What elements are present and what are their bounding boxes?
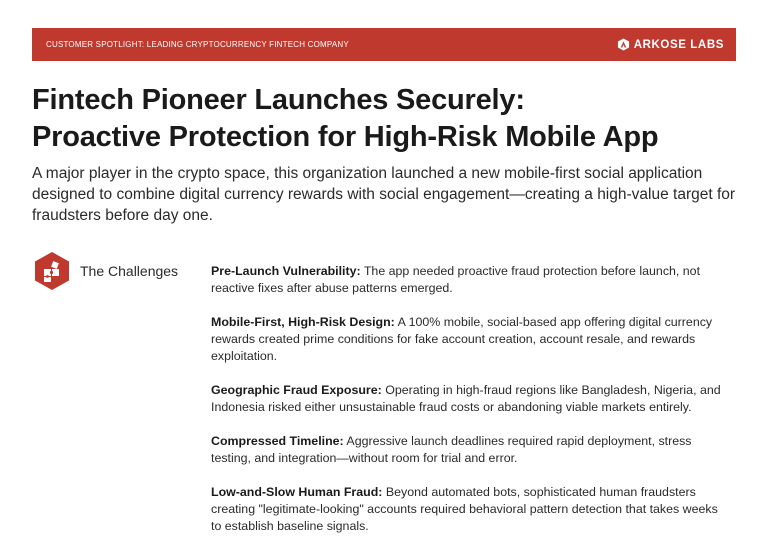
challenge-term: Pre-Launch Vulnerability:	[211, 264, 361, 278]
challenge-term: Mobile-First, High-Risk Design:	[211, 315, 395, 329]
logo-text: ARKOSE LABS	[633, 38, 724, 51]
challenge-item	[211, 263, 731, 297]
arkose-logo-icon	[617, 38, 630, 51]
challenge-item	[211, 382, 731, 416]
challenge-text: Operating in high-fraud regions like Bangladesh, Nigeria, and Indonesia risked either unsustainable fraud costs or abandoning viable markets entirely.	[211, 383, 721, 414]
challenge-text: The app needed proactive fraud protection before launch, not reactive fixes after abuse patterns emerged.	[211, 264, 701, 295]
challenge-item	[211, 484, 731, 535]
arkose-labs-logo	[617, 38, 724, 51]
title-line-2: Proactive Protection for High-Risk Mobile App	[32, 121, 659, 153]
challenge-term: Low-and-Slow Human Fraud:	[211, 485, 383, 499]
challenge-item	[211, 314, 731, 365]
challenge-text: Aggressive launch deadlines required rapid deployment, stress testing, and integration—without room for trial and error.	[211, 434, 692, 465]
banner-label: CUSTOMER SPOTLIGHT: LEADING CRYPTOCURRENCY FINTECH COMPANY	[46, 40, 349, 49]
page-title	[32, 82, 742, 156]
challenges-list	[211, 263, 731, 552]
title-line-1: Fintech Pioneer Launches Securely:	[32, 84, 525, 116]
challenge-term: Geographic Fraud Exposure:	[211, 383, 382, 397]
challenge-text: Beyond automated bots, sophisticated human fraudsters creating "legitimate-looking" accounts required behavioral pattern detection that takes weeks to establish baseline signals.	[211, 485, 718, 533]
challenge-text: A 100% mobile, social-based app offering digital currency rewards created prime conditions for fake account creation, account resale, and rewards exploitation.	[211, 315, 713, 363]
intro-paragraph: A major player in the crypto space, this organization launched a new mobile-first social application designed to combine digital currency rewards with social engagement—creating a high-value target for fraudsters before day one.	[32, 165, 736, 224]
challenges-heading: The Challenges	[80, 263, 179, 279]
challenge-item	[211, 433, 731, 467]
spotlight-banner	[32, 28, 736, 61]
challenge-term: Compressed Timeline:	[211, 434, 344, 448]
puzzle-icon	[33, 251, 71, 291]
